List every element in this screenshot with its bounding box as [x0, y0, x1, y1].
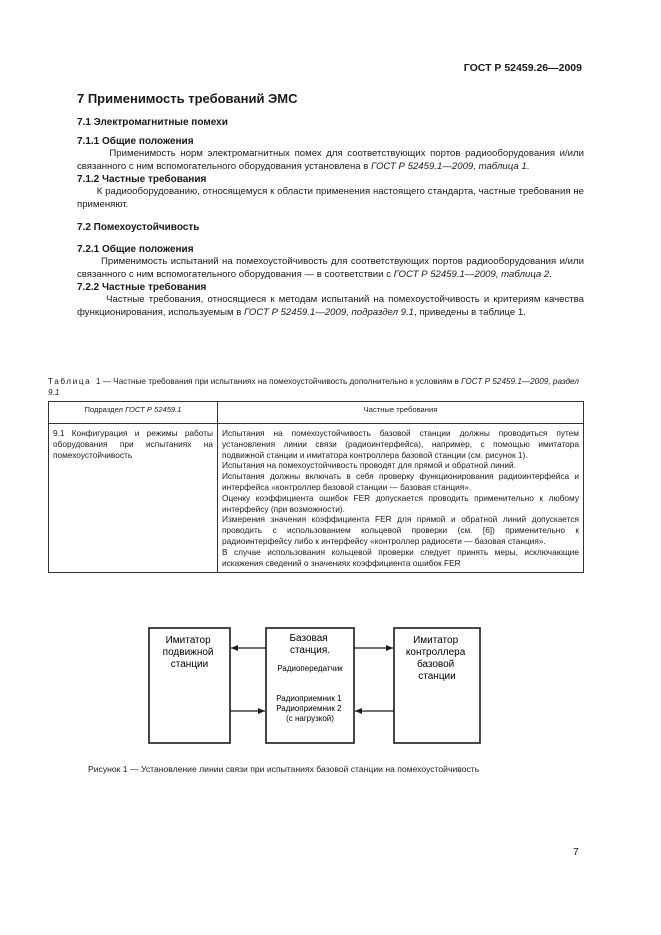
table-header-subsection: Подраздел ГОСТ Р 52459.1 — [49, 402, 218, 424]
table-header-requirements: Частные требования — [218, 402, 584, 424]
section-7-1-title: 7.1 Электромагнитные помехи — [77, 117, 228, 128]
section-7-2-2-title: 7.2.2 Частные требования — [77, 282, 207, 293]
section-7-1-1-title: 7.1.1 Общие положения — [77, 136, 194, 147]
table-1-caption: Таблица 1 — Частные требования при испытаниях на помехоустойчивость дополнительно к условиям в ГОСТ Р 52459.1—2009, раздел 9.1 — [48, 377, 579, 397]
section-7-2-1-text: Применимость испытаний на помехоустойчивость для соответствующих портов радиооборудования и/или связанного с ним вспомогательного оборудования — в соответствии с ГОСТ Р 52459.1—2009, таблица 2. — [77, 256, 584, 280]
requirement-line: Оценку коэффициента ошибок FER допускается проводить применительно к любому интерфейсу (при возможности). — [222, 492, 579, 514]
radio-transmitter-label: Радиопередатчик — [277, 664, 343, 673]
section-7-2-1-title: 7.2.1 Общие положения — [77, 244, 194, 255]
standard-header: ГОСТ Р 52459.26—2009 — [463, 62, 582, 74]
figure-1-diagram — [0, 610, 661, 760]
page-number: 7 — [573, 846, 579, 858]
section-7-1-1-text: Применимость норм электромагнитных помех для соответствующих портов радиооборудования и/или связанного с ним вспомогательного оборудования установлена в ГОСТ Р 52459.1—2009, таблица 1. — [77, 148, 584, 172]
table-cell-requirements — [218, 424, 584, 573]
table-header-row — [49, 402, 584, 424]
requirement-line: В случае использования кольцевой проверки следует принять меры, исключающие искажения сведений о значениях коэффициента ошибок FER — [222, 546, 579, 568]
requirement-line: Испытания должны включать в себя проверку функционирования радиоинтерфейса и интерфейса «контроллер базовой станции — базовая станция». — [222, 471, 579, 492]
requirement-line: Измерения значения коэффициента FER для прямой и обратной линий допускается проводить с использованием кольцевой проверки (см. [6]) применительно к радиоинтерфейсу либо к интерфейсу «контроллер радиосети — базовая станция». — [222, 514, 579, 546]
section-7-title: 7 Применимость требований ЭМС — [77, 91, 298, 106]
table-cell-subsection: 9.1 Конфигурация и режимы работы оборудования при испытаниях на помехоустойчивость — [49, 424, 218, 573]
requirement-line: Испытания на помехоустойчивость базовой станции должны проводиться путем установления линии связи (радиоинтерфейса), например, с помощью имитатора подвижной станции и имитатора контроллера базовой станции (см. рисунок 1). — [222, 428, 579, 460]
mobile-simulator-label: Имитатор подвижной станции — [162, 635, 214, 670]
figure-1-caption: Рисунок 1 — Установление линии связи при испытаниях базовой станции на помехоустойчивость — [88, 764, 480, 774]
base-station-title: Базовая станция. — [289, 633, 331, 656]
section-7-2-title: 7.2 Помехоустойчивость — [77, 222, 200, 233]
section-7 — [77, 91, 584, 319]
table-row — [49, 424, 584, 573]
section-7-1-2-text: К радиооборудованию, относящемуся к области применения настоящего стандарта, частные требования не применяют. — [77, 186, 584, 210]
requirements-table — [48, 401, 584, 573]
requirement-line: Испытания на помехоустойчивость проводят для прямой и обратной линий. — [222, 460, 516, 471]
section-7-1-2-title: 7.1.2 Частные требования — [77, 174, 207, 185]
section-7-2-2-text: Частные требования, относящиеся к методам испытаний на помехоустойчивость и критериям качества функционирования, используемым в ГОСТ Р 52459.1—2009, подраздел 9.1, приведены в таблице 1. — [77, 294, 584, 318]
controller-simulator-label: Имитатор контроллера базовой станции — [405, 635, 466, 682]
radio-receivers-label: Радиоприемник 1 Радиоприемник 2 (с нагрузкой) — [276, 694, 342, 723]
